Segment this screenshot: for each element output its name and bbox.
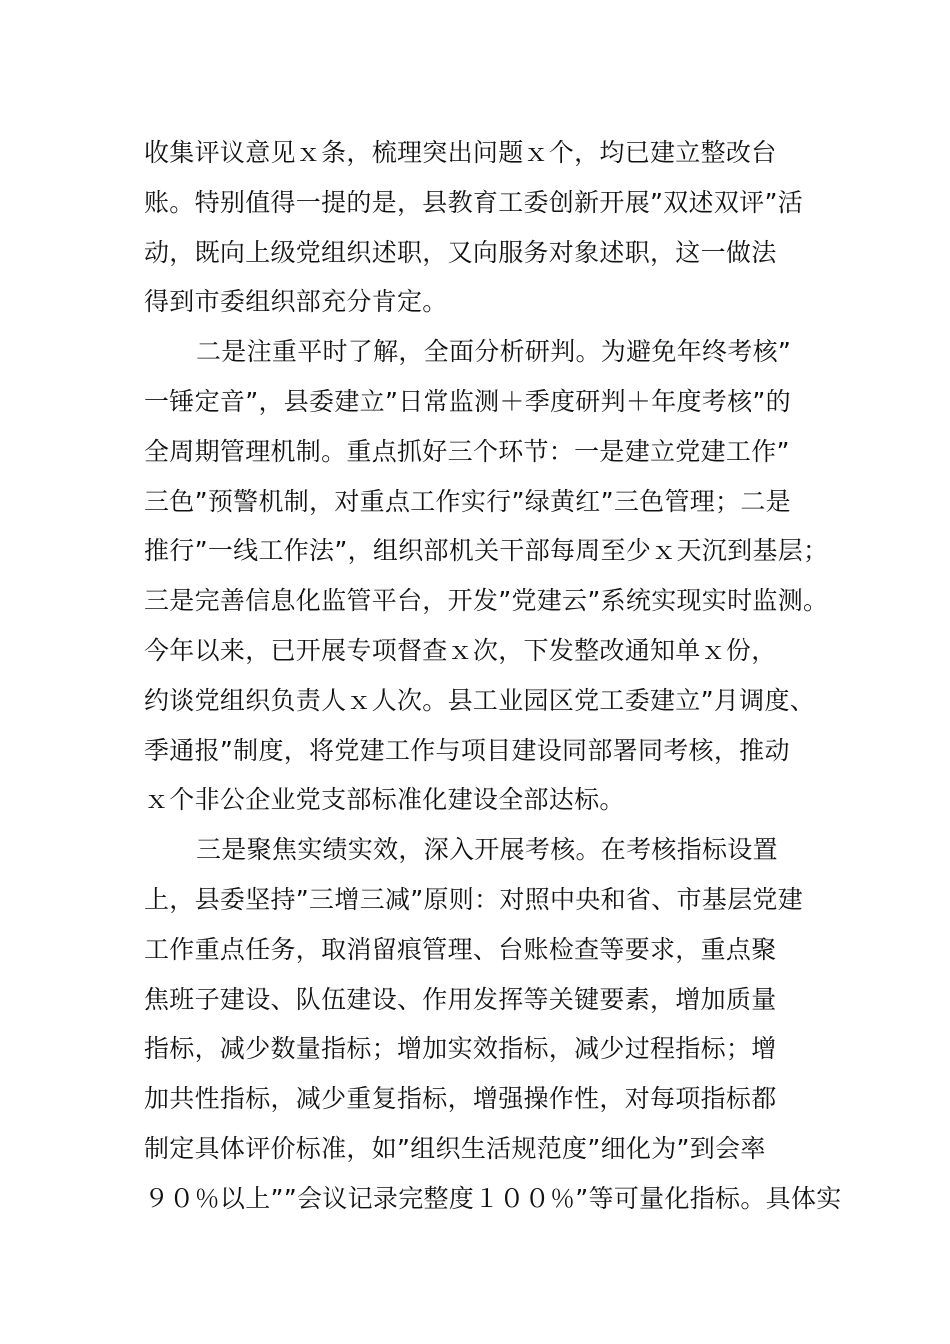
text-line: 上，县委坚持”三增三减”原则：对照中央和省、市基层党建 <box>144 884 804 914</box>
text-line: 推行”一线工作法”，组织部机关干部每周至少ｘ天沉到基层； <box>144 536 829 566</box>
text-line: 三是完善信息化监管平台，开发”党建云”系统实现实时监测。 <box>144 586 829 616</box>
text-line: 约谈党组织负责人ｘ人次。县工业园区党工委建立”月调度、 <box>144 685 816 715</box>
text-line: 指标，减少数量指标；增加实效指标，减少过程指标；增 <box>144 1034 777 1064</box>
text-line: ９０％以上””会议记录完整度１００％”等可量化指标。具体实 <box>144 1183 842 1213</box>
text-line: ｘ个非公企业党支部标准化建设全部达标。 <box>144 785 625 815</box>
text-line: 制定具体评价标准，如”组织生活规范度”细化为”到会率 <box>144 1133 766 1163</box>
paragraph-first-line: 二是注重平时了解，全面分析研判。为避免年终考核” <box>196 337 792 367</box>
text-line: 季通报”制度，将党建工作与项目建设同部署同考核，推动 <box>144 735 790 765</box>
text-line: 动，既向上级党组织述职，又向服务对象述职，这一做法 <box>144 237 777 267</box>
text-line: 加共性指标，减少重复指标，增强操作性，对每项指标都 <box>144 1084 777 1114</box>
text-line: 焦班子建设、队伍建设、作用发挥等关键要素，增加质量 <box>144 984 777 1014</box>
text-line: 账。特别值得一提的是，县教育工委创新开展”双述双评”活 <box>144 187 804 217</box>
text-line: 全周期管理机制。重点抓好三个环节：一是建立党建工作” <box>144 436 790 466</box>
text-line: 得到市委组织部充分肯定。 <box>144 287 448 317</box>
text-line: 一锤定音”，县委建立”日常监测＋季度研判＋年度考核”的 <box>144 386 791 416</box>
paragraph-first-line: 三是聚焦实绩实效，深入开展考核。在考核指标设置 <box>196 835 778 865</box>
text-line: 工作重点任务，取消留痕管理、台账检查等要求，重点聚 <box>144 934 777 964</box>
text-line: 收集评议意见ｘ条，梳理突出问题ｘ个，均已建立整改台 <box>144 138 777 167</box>
body-text <box>144 128 844 1224</box>
text-line: 今年以来，已开展专项督查ｘ次，下发整改通知单ｘ份， <box>144 635 777 665</box>
text-line: 三色”预警机制，对重点工作实行”绿黄红”三色管理；二是 <box>144 486 791 516</box>
